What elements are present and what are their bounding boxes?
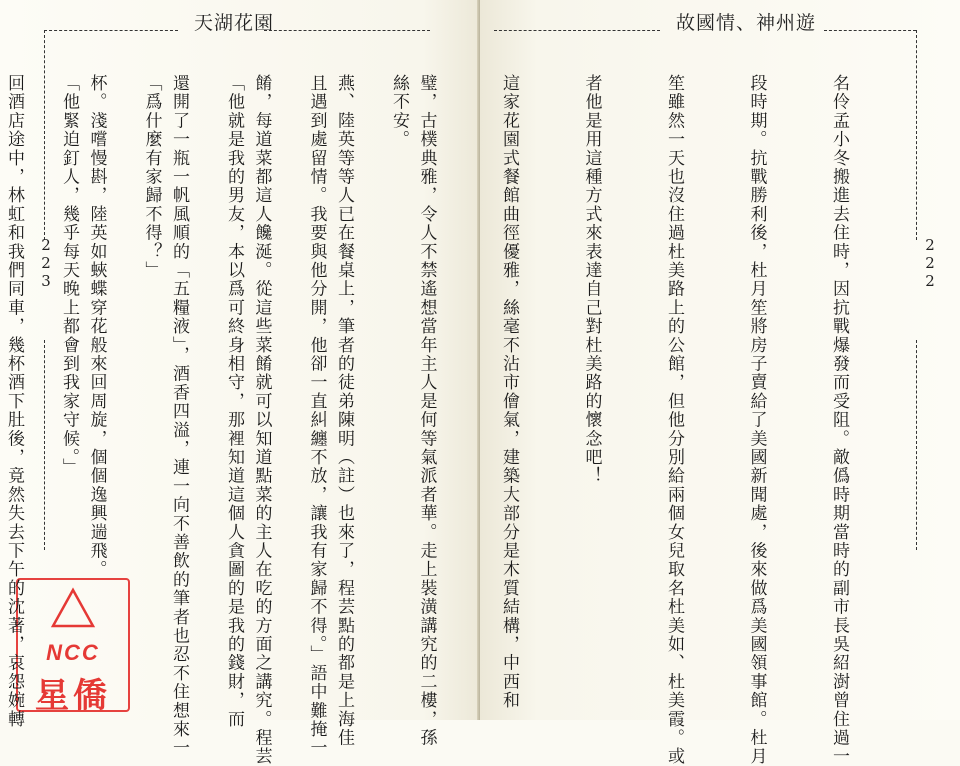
left-header-rule	[44, 30, 178, 31]
text-line: 這家花園式餐館曲徑優雅，絲毫不沾市儈氣，建築大部分是木質結構，中西和	[499, 74, 519, 710]
right-header-rule	[494, 30, 660, 31]
left-running-title: 天湖花園	[194, 12, 275, 34]
text-line: 燕、陸英等等人已在餐桌上，筆者的徒弟陳明（註）也來了，程芸點的都是上海佳	[334, 74, 354, 748]
left-header-rule-2	[264, 30, 430, 31]
right-page-number: 222	[921, 236, 939, 290]
stamp-brand-latin: NCC	[46, 640, 100, 665]
left-page-number: 223	[37, 236, 55, 290]
text-line: 「爲什麼有家歸不得？」	[141, 74, 162, 280]
right-side-rule-2	[916, 340, 917, 550]
right-side-rule	[916, 30, 917, 240]
right-header-rule-2	[824, 30, 916, 31]
text-line: 回酒店途中，林虹和我們同車，幾杯酒下肚後，竟然失去下午的沈著，哀怨婉轉	[4, 74, 24, 729]
text-line: 「他就是我的男友，本以爲可終身相守，那裡知道這個人貪圖的是我的錢財，而	[224, 74, 244, 729]
stamp-brand-chinese: 星僑	[35, 676, 111, 716]
text-line: 餚，每道菜都這人饞涎。從這些菜餚就可以知道點菜的主人在吃的方面之講究。程芸	[251, 74, 272, 766]
text-line: 璧，古樸典雅，令人不禁遙想當年主人是何等氣派者華。走上裝潢講究的二樓，孫	[416, 74, 437, 748]
text-line: 名伶孟小冬搬進去住時，因抗戰爆發而受阻。敵僞時期當時的副市長吳紹澍曾住過一	[829, 74, 849, 766]
text-line: 笙雖然一天也沒住過杜美路上的公館，但他分別給兩個女兒取名杜美如、杜美霞。或	[664, 74, 684, 766]
text-line: 杯。淺嚐慢斟，陸英如蛺蝶穿花般來回周旋，個個逸興遄飛。	[86, 74, 107, 579]
text-line: 者他是用這種方式來表達自己對杜美路的懷念吧！	[581, 74, 602, 486]
text-line: 「他緊迫釘人，幾乎每天晚上都會到我家守候。」	[59, 74, 79, 477]
text-line: 還開了一瓶一帆風順的「五糧液」，酒香四溢，連一向不善飲的筆者也忍不住想來一	[169, 74, 189, 758]
text-line: 絲不安。	[389, 74, 409, 149]
text-line: 段時期。抗戰勝利後，杜月笙將房子賣給了美國新聞處，後來做爲美國領事館。杜月	[746, 74, 767, 766]
right-running-title: 故國情、神州遊	[676, 12, 817, 34]
text-line: 且遇到處留情。我要與他分開，他卻一直糾纏不放，讓我有家歸不得。」語中難掩一	[306, 74, 327, 758]
